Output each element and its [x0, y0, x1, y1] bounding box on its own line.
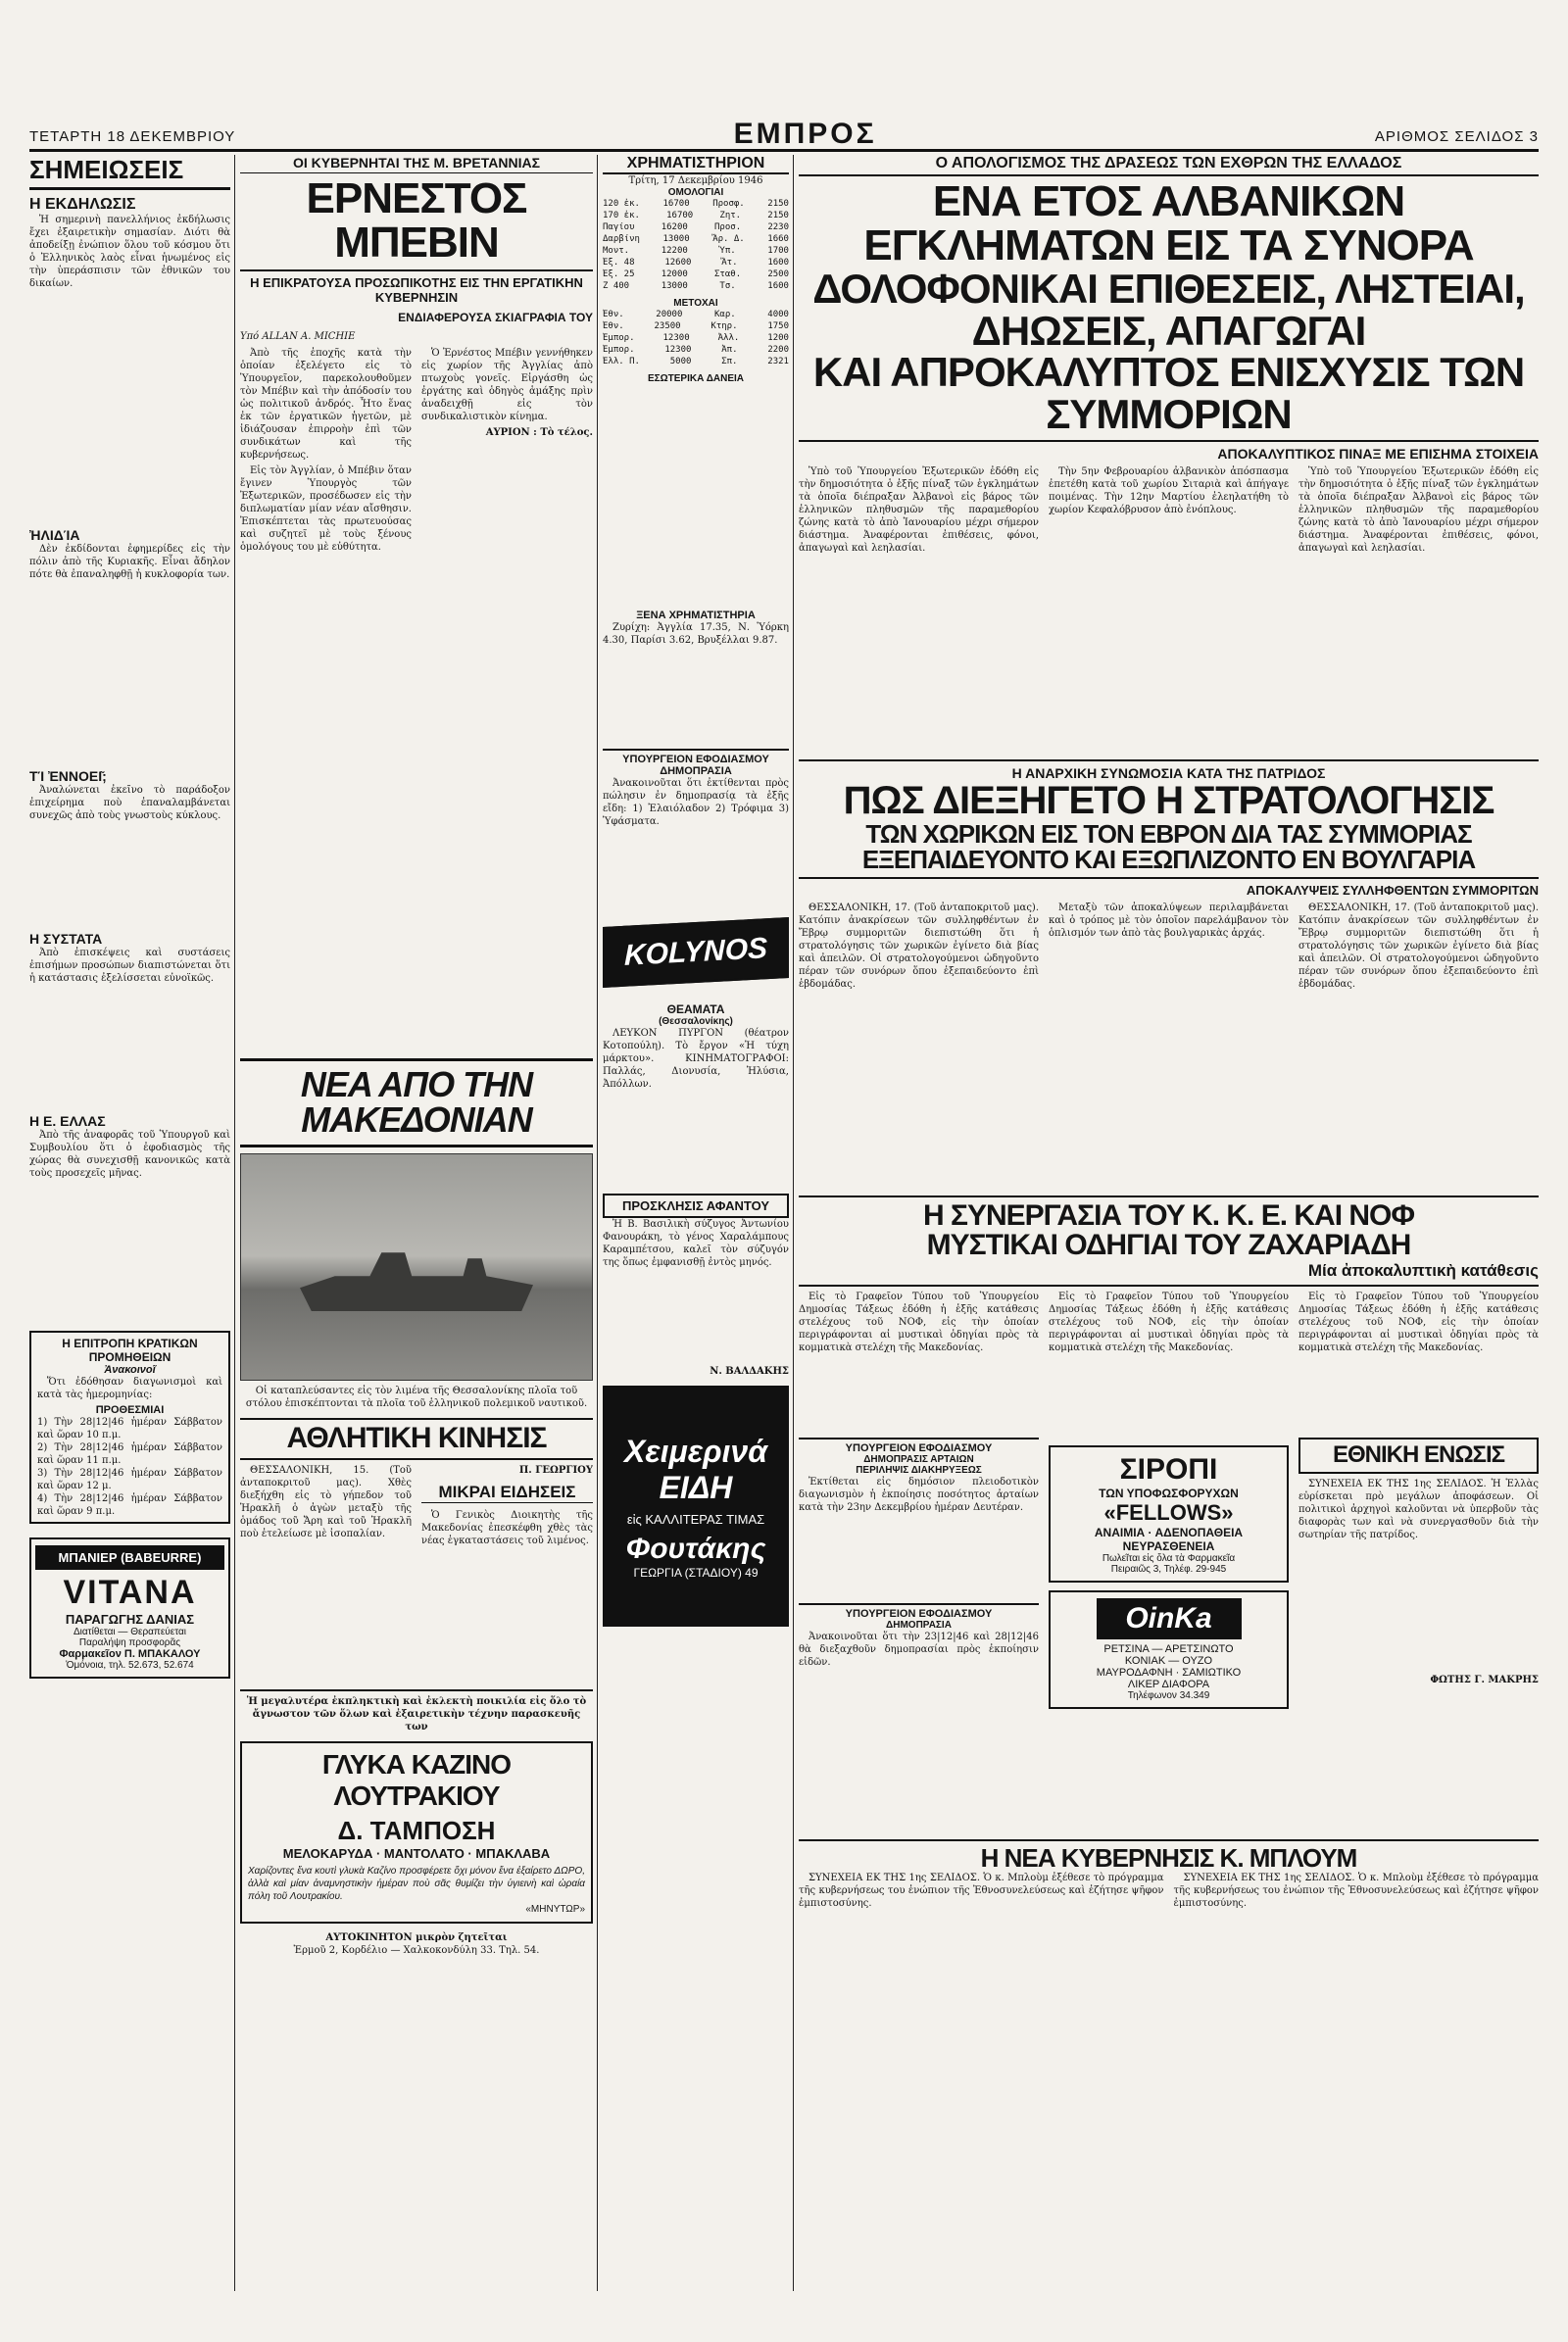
- conscription-sub2: ΕΞΕΠΑΙΔΕΥΟΝΤΟ ΚΑΙ ΕΞΩΠΛΙΖΟΝΤΟ ΕΝ ΒΟΥΛΓΑΡΙΑ: [799, 847, 1539, 879]
- testimony-body: Εἰς τὸ Γραφεῖον Τύπου τοῦ Ὑπουργείου Δημοσίας Τάξεως ἐδόθη ἡ ἑξῆς κατάθεσις στελέχους τοῦ ΝΟΦ, εἰς τὴν ὁποίαν περιγράφονται αἱ μυστικαὶ ὁδηγίαι πρὸς τὰ κομματικὰ στελέχη τῆς Μακεδονίας.: [799, 1292, 1039, 1354]
- zachariadis-head: ΜΥΣΤΙΚΑΙ ΟΔΗΓΙΑΙ ΤΟΥ ΖΑΧΑΡΙΑΔΗ: [926, 1229, 1411, 1262]
- stock-exchange-title: ΧΡΗΜΑΤΙΣΤΗΡΙΟΝ: [603, 155, 789, 174]
- market-cell: 12200: [661, 246, 688, 256]
- auction-body: Ἀνακοινοῦται ὅτι ἐκτίθενται πρὸς πώλησιν ἐν δημοπρασίᾳ τὰ ἑξῆς εἴδη: 1) Ἐλαιόλαδον 2) Τρόφιμα 3) Ὑφάσματα.: [603, 778, 789, 827]
- market-cell: Ἐξ. 48: [603, 258, 635, 268]
- text-ellas: Ἀπὸ τῆς ἀναφορᾶς τοῦ Ὑπουργοῦ καὶ Συμβουλίου ὅτι ὁ ἐφοδιασμὸς τῆς χώρας θὰ συνεχισθῇ κανονικῶς κατὰ τοὺς προσεχεῖς μῆνας.: [29, 1130, 230, 1179]
- market-cell: 1660: [767, 234, 789, 244]
- auction2-title: ΥΠΟΥΡΓΕΙΟΝ ΕΦΟΔΙΑΣΜΟΥ: [799, 1438, 1039, 1454]
- kazino-products: ΜΕΛΟΚΑΡΥΔΑ · ΜΑΝΤΟΛΑΤΟ · ΜΠΑΚΛΑΒΑ: [282, 1845, 551, 1861]
- kke-nof-head: Η ΣΥΝΕΡΓΑΣΙΑ ΤΟΥ Κ. Κ. Ε. ΚΑΙ ΝΟΦ: [799, 1195, 1539, 1232]
- market-cell: 2500: [767, 269, 789, 279]
- market-cell: Σπ.: [721, 357, 738, 366]
- sports-sign: Π. ΓΕΩΡΓΙΟΥ: [518, 1464, 593, 1476]
- committee-title: Η ΕΠΙΤΡΟΠΗ ΚΡΑΤΙΚΩΝ ΠΡΟΜΗΘΕΙΩΝ: [62, 1337, 198, 1364]
- fellows-head: ΣΙΡΟΠΙ: [1119, 1453, 1218, 1487]
- heading-systata: Η ΣΥΣΤΑΤΑ: [29, 931, 103, 947]
- auction2-sub2: ΠΕΡΙΛΗΨΙΣ ΔΙΑΚΗΡΥΞΕΩΣ: [856, 1465, 982, 1477]
- internal-loans-title: ΕΣΩΤΕΡΙΚΑ ΔΑΝΕΙΑ: [647, 373, 745, 384]
- market-row: [603, 320, 789, 332]
- market-cell: Ζ 400: [603, 281, 630, 291]
- albania-article: [799, 465, 1539, 759]
- albania-col: Τὴν 5ην Φεβρουαρίου ἀλβανικὸν ἀπόσπασμα ἐπετέθη κατὰ τοῦ χωρίου Σιταριὰ καὶ ἀπήγαγε ποιμένας. Τὴν 12ην Μαρτίου ἐλεηλατήθη τὸ χωρίον Κεφαλόβρυσον ἀπὸ ἐνόπλους.: [1049, 466, 1289, 516]
- conspiracy-kicker: Η ΑΝΑΡΧΙΚΗ ΣΥΝΩΜΟΣΙΑ ΚΑΤΑ ΤΗΣ ΠΑΤΡΙΔΟΣ: [799, 759, 1539, 781]
- notice-committee: [29, 1331, 230, 1524]
- market-cell: 12300: [664, 345, 692, 355]
- market-cell: Ἐθν.: [603, 321, 624, 331]
- shows-sub: (Θεσσαλονίκης): [659, 1016, 733, 1027]
- fellows-line: Πωλεῖται εἰς ὅλα τὰ Φαρμακεῖα: [1102, 1553, 1236, 1565]
- lower-middle: [1049, 1291, 1289, 1839]
- fellows-line: ΝΕΥΡΑΣΘΕΝΕΙΑ: [1122, 1539, 1215, 1554]
- missing-notice-sign: Ν. ΒΑΛΔΑΚΗΣ: [710, 1366, 789, 1377]
- market-cell: 4000: [767, 310, 789, 319]
- committee-body: Ὅτι ἐδόθησαν διαγωνισμοὶ καὶ κατὰ τὰς ἡμερομηνίας:: [37, 1377, 222, 1400]
- market-row: [603, 344, 789, 356]
- committee-item: 2) Τὴν 28|12|46 ἡμέραν Σάββατον καὶ ὥραν 11 π.μ.: [37, 1442, 222, 1466]
- bevin-article: [240, 347, 593, 1052]
- text-ilidia: Δὲν ἐκδίδονται ἐφημερίδες εἰς τὴν πόλιν ἀπὸ τῆς Κυριακῆς. Εἶναι ἄδηλον πότε θὰ ἐπαναληφθῇ ἡ κυκλοφορία των.: [29, 544, 230, 580]
- albania-col: Ὑπὸ τοῦ Ὑπουργείου Ἐξωτερικῶν ἐδόθη εἰς τὴν δημοσιότητα ὁ ἑξῆς πίναξ τῶν ἐγκλημάτων τὰ ὁποῖα διέπραξαν Ἀλβανοὶ εἰς βάρος τῶν ἑλληνικῶν πληθυσμῶν τῆς παραμεθορίου ζώνης κατὰ τὸ ἀπὸ Ἰανουαρίου μέχρι σήμερον διάστημα. Ἀναφέρονται ἐπιθέσεις, φόνοι, ἀπαγωγαὶ καὶ λεηλασίαι.: [799, 466, 1039, 555]
- auction2-sub: ΔΗΜΟΠΡΑΣΙΣ ΑΡΤΑΙΩΝ: [863, 1454, 974, 1466]
- albania-head-1: ΕΝΑ ΕΤΟΣ ΑΛΒΑΝΙΚΩΝ ΕΓΚΛΗΜΑΤΩΝ ΕΙΣ ΤΑ ΣΥΝΟΡΑ: [863, 177, 1474, 269]
- ad-vitana-line: Διατίθεται — Θεραπεύεται: [73, 1627, 187, 1637]
- albania-table-label: ΑΠΟΚΑΛΥΠΤΙΚΟΣ ΠΙΝΑΞ ΜΕ ΕΠΙΣΗΜΑ ΣΤΟΙΧΕΙΑ: [1217, 446, 1539, 463]
- conscription-label: ΑΠΟΚΑΛΥΨΕΙΣ ΣΥΛΛΗΦΘΕΝΤΩΝ ΣΥΜΜΟΡΙΤΩΝ: [1246, 882, 1539, 898]
- text-ekdilosis: Ἡ σημερινὴ πανελλήνιος ἐκδήλωσις ἔχει ἐξαιρετικὴν σημασίαν. Διότι θὰ ἀποδείξῃ ἐνώπιον ὅλου τοῦ κόσμου ὅτι ὁ Ἑλληνικὸς λαὸς εἶναι ἡνωμένος εἰς τὴν ὑπεράσπισιν τῶν ἐθνικῶν του δικαίων.: [29, 215, 230, 289]
- lower-right: [1298, 1291, 1539, 1839]
- kazino-body: Χαρίζοντες ἕνα κουτὶ γλυκὰ Καζίνο προσφέρετε ὄχι μόνον ἕνα ἐξαίρετο ΔΩΡΟ, ἀλλὰ καὶ μίαν ἀναμνηστικὴν ἡμέραν ποὺ σᾶς θυμίζει τὴν ὑγιεινὴ καὶ ὡραία πόλη τοῦ Λουτρακίου.: [248, 1865, 585, 1902]
- national-union-body: ΣΥΝΕΧΕΙΑ ΕΚ ΤΗΣ 1ης ΣΕΛΙΔΟΣ. Ἡ Ἑλλὰς εὑρίσκεται πρὸ μεγάλων ἀποφάσεων. Οἱ πολιτικοὶ ἀρχηγοὶ καλοῦνται νὰ ὑπερβοῦν τὰς διαφορὰς των καὶ νὰ συνεργασθοῦν διὰ τὴν σωτηρίαν τῆς πατρίδος.: [1298, 1478, 1539, 1540]
- market-cell: 120 ἐκ.: [603, 199, 640, 209]
- market-cell: 12300: [662, 333, 690, 343]
- market-row: [603, 233, 789, 245]
- masthead: [29, 116, 1539, 152]
- oinka-line: ΡΕΤΣΙΝΑ — ΑΡΕΤΣΙΝΩΤΟ: [1103, 1643, 1234, 1656]
- ad-winter-goods: [603, 1386, 789, 1627]
- warship-shape: [300, 1252, 533, 1311]
- market-row: [603, 309, 789, 320]
- macedonia-banner: ΝΕΑ ΑΠΟ ΤΗΝ ΜΑΚΕΔΟΝΙΑΝ: [240, 1058, 593, 1147]
- conscription-head: ΠΩΣ ΔΙΕΞΗΓΕΤΟ Η ΣΤΡΑΤΟΛΟΓΗΣΙΣ: [843, 779, 1494, 823]
- column-market: [603, 155, 789, 1635]
- ad-vitana-brand: VITANA: [63, 1574, 197, 1611]
- sports-article: [240, 1464, 593, 1689]
- national-union-sign: ΦΩΤΗΣ Γ. ΜΑΚΡΗΣ: [1430, 1674, 1539, 1685]
- missing-notice-title: ΠΡΟΣΚΛΗΣΙΣ ΑΦΑΝΤΟΥ: [603, 1194, 789, 1218]
- bevin-continued: ΑΥΡΙΟΝ : Τὸ τέλος.: [485, 426, 593, 438]
- national-union-title: ΕΘΝΙΚΗ ΕΝΩΣΙΣ: [1298, 1438, 1539, 1473]
- market-row: [603, 257, 789, 268]
- market-row: [603, 210, 789, 221]
- column-bevin: [240, 155, 593, 1957]
- oinka-phone: Τηλέφωνον 34.349: [1127, 1690, 1210, 1702]
- short-news-body: Ὁ Γενικὸς Διοικητὴς τῆς Μακεδονίας ἐπεσκέφθη χθὲς τὰς νέας ἐγκαταστάσεις τοῦ λιμένος.: [421, 1509, 593, 1546]
- shows-body: ΛΕΥΚΟΝ ΠΥΡΓΟΝ (θέατρον Κοτοπούλη). Τὸ ἔργον «Ἡ τύχη μάρκτου». ΚΙΝΗΜΑΤΟΓΡΑΦΟΙ: Παλλάς, Διονυσία, Ἠλύσια, Ἀπόλλων.: [603, 1028, 789, 1090]
- oinka-line: ΛΙΚΕΡ ΔΙΑΦΟΡΑ: [1127, 1679, 1210, 1691]
- bevin-subhead2: ΕΝΔΙΑΦΕΡΟΥΣΑ ΣΚΙΑΓΡΑΦΙΑ ΤΟΥ: [398, 310, 593, 324]
- testimony-sub: Μία ἀποκαλυπτικὴ κατάθεσις: [799, 1261, 1539, 1287]
- shares-table: [603, 309, 789, 367]
- ad-vitana-top: ΜΠΑΝΙΕΡ (BABEURRE): [35, 1545, 224, 1570]
- market-cell: 16700: [666, 211, 694, 220]
- market-cell: Ζητ.: [719, 211, 742, 220]
- ad-vitana-phone: Ὁμόνοια, τηλ. 52.673, 52.674: [66, 1660, 194, 1671]
- market-cell: 1600: [767, 281, 789, 291]
- market-cell: Ἄρ. Δ.: [712, 234, 745, 244]
- issue-date: ΤΕΤΑΡΤΗ 18 ΔΕΚΕΜΒΡΙΟΥ: [29, 128, 236, 145]
- ad-vitana-line: Φαρμακεῖον Π. ΜΠΑΚΑΛΟΥ: [59, 1648, 201, 1660]
- market-cell: 13000: [662, 234, 690, 244]
- blum-col: ΣΥΝΕΧΕΙΑ ΕΚ ΤΗΣ 1ης ΣΕΛΙΔΟΣ. Ὁ κ. Μπλοὺμ ἐξέθεσε τὸ πρόγραμμα τῆς κυβερνήσεως του ἐνώπιον τῆς Ἐθνοσυνελεύσεως καὶ ἐζήτησε ψῆφον ἐμπιστοσύνης.: [1173, 1872, 1539, 1909]
- ad-vitana: [29, 1537, 230, 1679]
- albania-kicker: Ο ΑΠΟΛΟΓΙΣΜΟΣ ΤΗΣ ΔΡΑΣΕΩΣ ΤΩΝ ΕΧΘΡΩΝ ΤΗΣ ΕΛΛΑΔΟΣ: [799, 155, 1539, 176]
- column-rule: [597, 155, 598, 2291]
- market-cell: Καρ.: [714, 310, 736, 319]
- conscription-col: Μεταξὺ τῶν ἀποκαλύψεων περιλαμβάνεται καὶ ὁ τρόπος μὲ τὸν ὁποῖον παρελάμβανον τὸν ὁπλισμόν των ἀπὸ τὰς βουλγαρικὰς ἀρχάς.: [1049, 902, 1289, 939]
- market-cell: Ἐμπορ.: [603, 345, 635, 355]
- lower-block: [799, 1291, 1539, 1839]
- sports-right: [421, 1464, 593, 1689]
- market-cell: Ὑπ.: [719, 246, 736, 256]
- winter-store: Φουτάκης: [625, 1532, 766, 1565]
- foreign-exchange-title: ΞΕΝΑ ΧΡΗΜΑΤΙΣΤΗΡΙΑ: [636, 610, 756, 621]
- winter-sub: εἰς ΚΑΛΛΙΤΕΡΑΣ ΤΙΜΑΣ: [626, 1511, 765, 1527]
- bevin-byline: Υπό ALLAN A. MICHIE: [240, 330, 356, 342]
- auction3-body: Ἀνακοινοῦται ὅτι τὴν 23|12|46 καὶ 28|12|46 θὰ διεξαχθοῦν δημοπρασίαι πρὸς ἐκποίησιν εἰδῶν.: [799, 1632, 1039, 1669]
- ad-kolynos: KOLYNOS: [603, 917, 789, 988]
- shows-title: ΘΕΑΜΑΤΑ: [666, 1002, 725, 1016]
- fellows-sub: ΤΩΝ ΥΠΟΦΩΣΦΟΡΥΧΩΝ: [1099, 1487, 1239, 1501]
- market-cell: Τσ.: [719, 281, 736, 291]
- auction2-body: Ἐκτίθεται εἰς δημόσιον πλειοδοτικὸν διαγωνισμὸν ἡ ἐκποίησις ποσότητος ἀρταίων κατὰ τὴν 23ην Δεκεμβρίου ἡμέραν Δευτέραν.: [799, 1477, 1039, 1514]
- market-row: [603, 221, 789, 233]
- ad-kazino: [240, 1741, 593, 1924]
- market-cell: 2150: [767, 211, 789, 220]
- blum-government-title: Η ΝΕΑ ΚΥΒΕΡΝΗΣΙΣ Κ. ΜΠΛΟΥΜ: [799, 1839, 1539, 1872]
- column-rule: [793, 155, 794, 2291]
- market-cell: Ἄτ.: [721, 258, 738, 268]
- market-cell: Ἑλλ. Π.: [603, 357, 640, 366]
- ad-vitana-sub: ΠΑΡΑΓΩΓΗΣ ΔΑΝΙΑΣ: [65, 1612, 195, 1627]
- conscription-article: [799, 902, 1539, 1195]
- conscription-col: ΘΕΣΣΑΛΟΝΙΚΗ, 17. (Τοῦ ἀνταποκριτοῦ μας). Κατόπιν ἀνακρίσεων τῶν συλληφθέντων ἐν Ἔβρῳ συμμοριτῶν διεπιστώθη ὅτι ἡ στρατολόγησις τῶν χωρικῶν ἐγίνετο διὰ βίας καὶ ἀπειλῶν. Οἱ στρατολογούμενοι ὡδηγοῦντο πέραν τῶν συνόρων ὅπου ἐξεπαιδεύοντο ἐπὶ ἑβδομάδας.: [799, 902, 1039, 990]
- auction3-sub: ΔΗΜΟΠΡΑΣΙΑ: [886, 1620, 952, 1632]
- lower-left: [799, 1291, 1039, 1839]
- short-news-title: ΜΙΚΡΑΙ ΕΙΔΗΣΕΙΣ: [421, 1483, 593, 1503]
- ad-fellows: [1049, 1445, 1289, 1583]
- bevin-subhead: Η ΕΠΙΚΡΑΤΟΥΣΑ ΠΡΟΣΩΠΙΚΟΤΗΣ ΕΙΣ ΤΗΝ ΕΡΓΑΤΙΚΗΝ ΚΥΒΕΡΝΗΣΙΝ: [250, 274, 583, 305]
- committee-item: 1) Τὴν 28|12|46 ἡμέραν Σάββατον καὶ ὥραν 10 π.μ.: [37, 1417, 222, 1440]
- market-cell: Ἐθν.: [603, 310, 624, 319]
- market-cell: 20000: [656, 310, 683, 319]
- car-wanted-body: Ἐρμοῦ 2, Κορδέλιο — Χαλκοκονδύλη 33. Τηλ. 54.: [293, 1944, 540, 1956]
- conscription-col: ΘΕΣΣΑΛΟΝΙΚΗ, 17. (Τοῦ ἀνταποκριτοῦ μας). Κατόπιν ἀνακρίσεων τῶν συλληφθέντων ἐν Ἔβρῳ συμμοριτῶν διεπιστώθη ὅτι ἡ στρατολόγησις τῶν χωρικῶν ἐγίνετο διὰ βίας καὶ ἀπειλῶν. Οἱ στρατολογούμενοι ὡδηγοῦντο πέραν τῶν συνόρων ὅπου ἐξεπαιδεύοντο ἐπὶ ἑβδομάδας.: [1298, 902, 1539, 990]
- market-row: [603, 332, 789, 344]
- market-cell: Ἐμπορ.: [603, 333, 635, 343]
- heading-ilidia: ἨΛΙΔΊΑ: [29, 527, 80, 543]
- market-cell: 1600: [767, 258, 789, 268]
- auction3-title: ΥΠΟΥΡΓΕΙΟΝ ΕΦΟΔΙΑΣΜΟΥ: [799, 1603, 1039, 1620]
- supply-ministry-title: ΥΠΟΥΡΓΕΙΟΝ ΕΦΟΔΙΑΣΜΟΥ: [603, 749, 789, 765]
- albania-col: Ὑπὸ τοῦ Ὑπουργείου Ἐξωτερικῶν ἐδόθη εἰς τὴν δημοσιότητα ὁ ἑξῆς πίναξ τῶν ἐγκλημάτων τὰ ὁποῖα διέπραξαν Ἀλβανοὶ εἰς βάρος τῶν ἑλληνικῶν πληθυσμῶν τῆς παραμεθορίου ζώνης κατὰ τὸ ἀπὸ Ἰανουαρίου μέχρι σήμερον διάστημα. Ἀναφέρονται ἐπιθέσεις, φόνοι, ἀπαγωγαὶ καὶ λεηλασίαι.: [1298, 466, 1539, 555]
- market-cell: Προσ.: [714, 222, 742, 232]
- market-cell: Μοντ.: [603, 246, 630, 256]
- market-cell: 1200: [767, 333, 789, 343]
- market-cell: 23500: [654, 321, 681, 331]
- page-number: ΑΡΙΘΜΟΣ ΣΕΛΙΔΟΣ 3: [1374, 128, 1539, 145]
- committee-sub: Ἀνακοινοῖ: [104, 1364, 156, 1376]
- blum-article: [799, 1872, 1539, 2126]
- market-cell: 16200: [661, 222, 688, 232]
- column-front: [799, 155, 1539, 2126]
- kazino-name: Δ. ΤΑΜΠΟΣΗ: [337, 1815, 496, 1845]
- sports-title: ΑΘΛΗΤΙΚΗ ΚΙΝΗΣΙΣ: [240, 1418, 593, 1460]
- market-row: [603, 356, 789, 367]
- ad-oinka: [1049, 1590, 1289, 1709]
- market-cell: Προσφ.: [712, 199, 745, 209]
- market-row: [603, 280, 789, 292]
- bevin-col-left: Ἀπὸ τῆς ἐποχῆς κατὰ τὴν ὁποίαν ἐξελέγετο εἰς τὸ Ὑπουργεῖον, παρεκολουθοῦμεν τὸν Μπέβιν καὶ τὴν ἀπόδοσίν του ὡς πολιτικοῦ ἀνδρός. Ἦτο ἕνας ἐκ τῶν ἐργατικῶν ἡγετῶν, μὲ ἰδιάζουσαν ἐπιρροὴν ἐπὶ τῶν συνδικάτων καὶ τῆς κυβερνήσεως. Εἰς τὸν Ἀγγλίαν, ὁ Μπέβιν ὅταν ἔγινεν Ὑπουργὸς τῶν Ἐξωτερικῶν, προσέδωσεν εἰς τὴν διπλωματίαν μίαν νέαν αἴσθησιν. Ἐπισκέπτεται τὰς πρωτευούσας καὶ συζητεῖ μὲ τοὺς ξένους ὁμολόγους του μὲ εὐθύτητα.: [240, 347, 412, 553]
- testimony-body-3: Εἰς τὸ Γραφεῖον Τύπου τοῦ Ὑπουργείου Δημοσίας Τάξεως ἐδόθη ἡ ἑξῆς κατάθεσις στελέχους τοῦ ΝΟΦ, εἰς τὴν ὁποίαν περιγράφονται αἱ μυστικαὶ ὁδηγίαι πρὸς τὰ κομματικὰ στελέχη τῆς Μακεδονίας.: [1298, 1292, 1539, 1354]
- bevin-headline: ΕΡΝΕΣΤΟΣ ΜΠΕΒΙΝ: [240, 177, 593, 271]
- market-cell: Παγίου: [603, 222, 635, 232]
- oinka-line: ΜΑΥΡΟΔΑΦΝΗ · ΣΑΜΙΩΤΙΚΟ: [1096, 1667, 1242, 1680]
- bevin-kicker: ΟΙ ΚΥΒΕΡΝΗΤΑΙ ΤΗΣ Μ. ΒΡΕΤΑΝΝΙΑΣ: [240, 155, 593, 173]
- missing-notice-body: Ἡ Β. Βασιλικὴ σύζυγος Ἀντωνίου Φανουράκη, τὸ γένος Χαραλάμπους Καραμπέτσου, καλεῖ τὸν σύζυγόν της ὅπως ἐμφανισθῇ ἐντὸς μηνός.: [603, 1219, 789, 1268]
- bevin-col-right: Ὁ Ἐρνέστος Μπέβιν γεννήθηκεν εἰς χωρίον τῆς Ἀγγλίας ἀπὸ πτωχοὺς γονεῖς. Εἰργάσθη ὡς ἐργάτης καὶ ὁδηγὸς ἁμάξης πρὶν ἀναδειχθῇ εἰς τὸν συνδικαλιστικὸν κίνημα. ΑΥΡΙΟΝ : Τὸ τέλος.: [421, 347, 593, 438]
- winter-addr: ΓΕΩΡΓΙΑ (ΣΤΑΔΙΟΥ) 49: [633, 1565, 759, 1580]
- section-title-notes: ΣΗΜΕΙΩΣΕΙΣ: [29, 155, 230, 190]
- conscription-sub: ΤΩΝ ΧΩΡΙΚΩΝ ΕΙΣ ΤΟΝ ΕΒΡΟΝ ΔΙΑ ΤΑΣ ΣΥΜΜΟΡΙΑΣ: [865, 818, 1472, 849]
- oinka-brand: OinKa: [1097, 1598, 1242, 1639]
- fellows-brand: «FELLOWS»: [1103, 1500, 1234, 1526]
- photo-caption: Οἱ καταπλεύσαντες εἰς τὸν λιμένα τῆς Θεσσαλονίκης πλοῖα τοῦ στόλου ἐπισκέπτονται τὰ πλοῖα τοῦ ἑλληνικοῦ πολεμικοῦ ναυτικοῦ.: [245, 1386, 588, 1410]
- winter-brand: Χειμερινά ΕΙΔΗ: [623, 1433, 768, 1505]
- committee-item: 4) Τὴν 28|12|46 ἡμέραν Σάββατον καὶ ὥραν 9 π.μ.: [37, 1493, 222, 1517]
- kazino-foot: «ΜΗΝΥΤΩΡ»: [525, 1903, 585, 1915]
- ad-vitana-line: Παραλήψη προσφορᾶς: [78, 1637, 181, 1648]
- market-cell: Κτηρ.: [710, 321, 738, 331]
- auction-title: ΔΗΜΟΠΡΑΣΙΑ: [660, 765, 732, 777]
- market-cell: Ἀπ.: [721, 345, 738, 355]
- oinka-line: ΚΟΝΙΑΚ — ΟΥΖΟ: [1124, 1655, 1213, 1668]
- bonds-table: [603, 198, 789, 292]
- albania-head-2: ΔΟΛΟΦΟΝΙΚΑΙ ΕΠΙΘΕΣΕΙΣ, ΛΗΣΤΕΙΑΙ, ΔΗΩΣΕΙΣ, ΑΠΑΓΩΓΑΙ: [812, 265, 1525, 354]
- market-cell: 13000: [661, 281, 688, 291]
- text-systata: Ἀπὸ ἐπισκέψεις καὶ συστάσεις ἐπισήμων προσώπων διαπιστώνεται ὅτι ἡ κατάστασις ἐξελίσσεται εὐνοϊκῶς.: [29, 948, 230, 984]
- market-cell: Ἀλλ.: [717, 333, 740, 343]
- heading-ti-ennoei: ΤΊ ἘΝΝΟΕΙ͂;: [29, 768, 107, 784]
- committee-item: 3) Τὴν 28|12|46 ἡμέραν Σάββατον καὶ ὥραν 12 μ.: [37, 1468, 222, 1491]
- market-cell: 1700: [767, 246, 789, 256]
- testimony-body-2: Εἰς τὸ Γραφεῖον Τύπου τοῦ Ὑπουργείου Δημοσίας Τάξεως ἐδόθη ἡ ἑξῆς κατάθεσις στελέχους τοῦ ΝΟΦ, εἰς τὴν ὁποίαν περιγράφονται αἱ μυστικαὶ ὁδηγίαι πρὸς τὰ κομματικὰ στελέχη τῆς Μακεδονίας.: [1049, 1292, 1289, 1354]
- shares-title: ΜΕΤΟΧΑΙ: [673, 298, 718, 309]
- fellows-line: ΑΝΑΙΜΙΑ · ΑΔΕΝΟΠΑΘΕΙΑ: [1094, 1526, 1244, 1540]
- heading-ellas: Η Ε. ΕΛΛΑΣ: [29, 1113, 106, 1129]
- foreign-exchange-body: Ζυρίχη: Ἀγγλία 17.35, Ν. Ὑόρκη 4.30, Παρίσι 3.62, Βρυξέλλαι 9.87.: [603, 622, 789, 646]
- column-rule: [234, 155, 235, 2291]
- market-cell: 2321: [767, 357, 789, 366]
- committee-deadlines-title: ΠΡΟΘΕΣΜΙΑΙ: [95, 1404, 165, 1416]
- fellows-line: Πειραιῶς 3, Τηλέφ. 29-945: [1110, 1564, 1227, 1576]
- market-cell: 2150: [767, 199, 789, 209]
- market-cell: Δαρβίνη: [603, 234, 640, 244]
- car-wanted: ΑΥΤΟΚΙΝΗΤΟΝ μικρὸν ζητεῖται: [325, 1931, 508, 1943]
- market-row: [603, 268, 789, 280]
- kazino-intro: Ἡ μεγαλυτέρα ἐκπληκτικὴ καὶ ἐκλεκτὴ ποικιλία εἰς ὅλο τὸ ἄγνωστον τῶν ὅλων καὶ ἐξαιρετικὴν τέχνην παρασκευῆς των: [240, 1689, 593, 1733]
- blum-col: ΣΥΝΕΧΕΙΑ ΕΚ ΤΗΣ 1ης ΣΕΛΙΔΟΣ. Ὁ κ. Μπλοὺμ ἐξέθεσε τὸ πρόγραμμα τῆς κυβερνήσεως του ἐνώπιον τῆς Ἐθνοσυνελεύσεως καὶ ἐζήτησε ψῆφον ἐμπιστοσύνης.: [799, 1872, 1164, 1909]
- heading-ekdilosis: Η ΕΚΔΗΛΩΣΙΣ: [29, 196, 136, 213]
- market-cell: 5000: [669, 357, 692, 366]
- market-cell: 12600: [664, 258, 692, 268]
- market-cell: 170 ἐκ.: [603, 211, 640, 220]
- market-cell: 2200: [767, 345, 789, 355]
- market-cell: 2230: [767, 222, 789, 232]
- market-cell: 16700: [662, 199, 690, 209]
- market-row: [603, 245, 789, 257]
- market-cell: Ἐξ. 25: [603, 269, 635, 279]
- newspaper-name: ΕΜΠΡΟΣ: [733, 118, 877, 150]
- sports-body: ΘΕΣΣΑΛΟΝΙΚΗ, 15. (Τοῦ ἀνταποκριτοῦ μας). Χθὲς διεξήχθη εἰς τὸ γήπεδον τοῦ Ἡρακλῆ ὁ ἀγὼν μεταξὺ τῆς ὁμάδος τοῦ Ἄρη καὶ τοῦ Ἡρακλῆ ποὺ ἐτελείωσε μὲ ἰσοπαλίαν.: [240, 1464, 412, 1539]
- warship-photo: [240, 1153, 593, 1381]
- market-cell: 1750: [767, 321, 789, 331]
- internal-loans-space: [603, 384, 789, 610]
- market-row: [603, 198, 789, 210]
- column-notes: [29, 155, 230, 1686]
- kazino-headline: ΓΛΥΚΑ ΚΑΖΙΝΟ ΛΟΥΤΡΑΚΙΟΥ: [321, 1748, 512, 1811]
- stock-exchange-date: Τρίτη, 17 Δεκεμβρίου 1946: [628, 175, 763, 186]
- market-cell: Σταθ.: [714, 269, 742, 279]
- market-cell: 12000: [661, 269, 688, 279]
- albania-head-3: ΚΑΙ ΑΠΡΟΚΑΛΥΠΤΟΣ ΕΝΙΣΧΥΣΙΣ ΤΩΝ ΣΥΜΜΟΡΙΩΝ: [799, 352, 1539, 442]
- bonds-title: ΟΜΟΛΟΓΙΑΙ: [667, 187, 724, 198]
- text-ti-ennoei: Ἀναλώνεται ἐκεῖνο τὸ παράδοξον ἐπιχείρημα ποὺ ἐπαναλαμβάνεται συνεχῶς ἀπὸ τοὺς γνωστοὺς κύκλους.: [29, 785, 230, 821]
